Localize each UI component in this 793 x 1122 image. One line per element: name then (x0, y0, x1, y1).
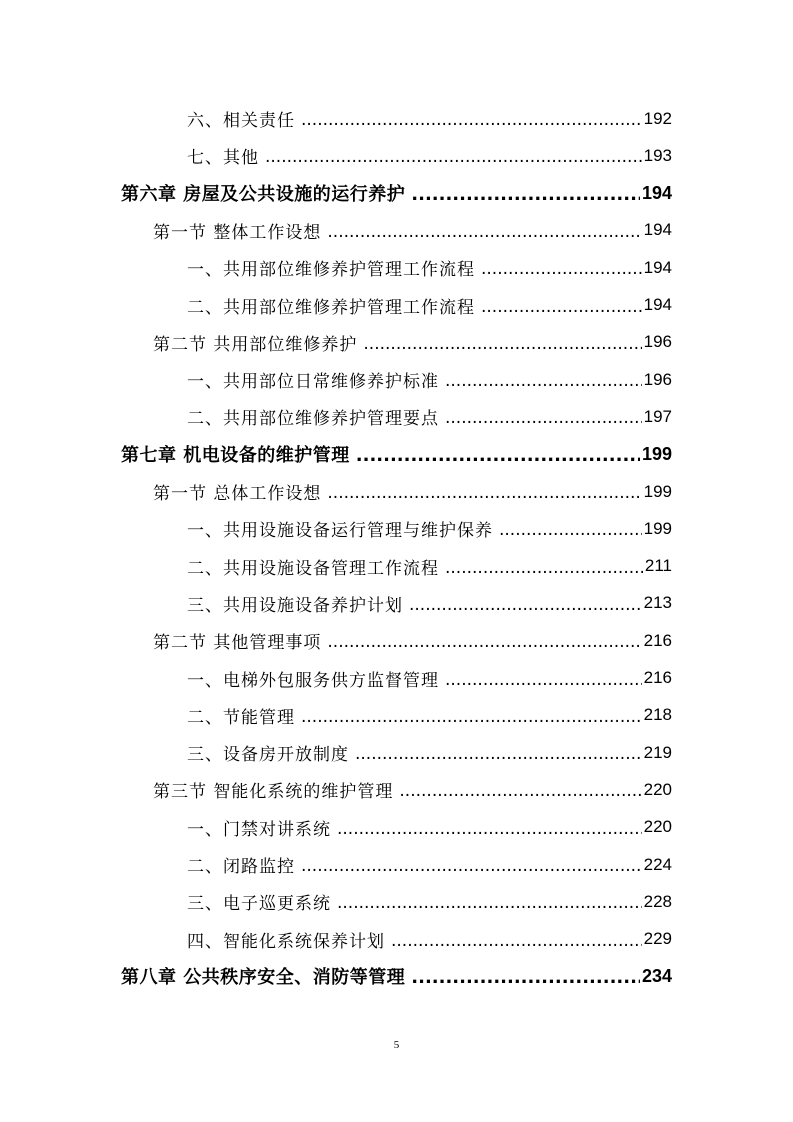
toc-leader-dots (363, 336, 641, 361)
toc-entry-title: 一、共用部位日常维修养护标准 (187, 372, 439, 393)
toc-entry[interactable] (187, 548, 672, 585)
toc-leader-dots (337, 821, 642, 846)
toc-entry[interactable] (187, 660, 672, 697)
toc-entry-title: 二、闭路监控 (187, 857, 295, 877)
toc-entry-title: 一、门禁对讲系统 (187, 819, 331, 840)
toc-entry-page: 199 (643, 481, 672, 501)
toc-leader-dots (265, 149, 642, 174)
toc-entry[interactable] (187, 883, 672, 920)
toc-leader-dots (481, 261, 642, 286)
toc-entry-page: 234 (641, 965, 672, 986)
toc-entry[interactable] (187, 361, 672, 398)
toc-entry-page: 196 (643, 369, 672, 389)
toc-entry-title: 七、其他 (187, 148, 259, 169)
toc-entry[interactable] (187, 846, 672, 883)
toc-leader-dots (327, 485, 641, 510)
toc-section-entry[interactable] (153, 771, 672, 808)
toc-leader-dots (337, 895, 642, 920)
toc-leader-dots (409, 597, 642, 622)
toc-entry-title: 一、电梯外包服务供方监督管理 (187, 670, 439, 691)
toc-entry[interactable] (187, 809, 672, 846)
toc-entry-title: 二、共用部位维修养护管理工作流程 (187, 297, 475, 318)
toc-entry[interactable] (187, 585, 672, 622)
toc-section-entry[interactable] (153, 212, 672, 249)
toc-entry-page: 220 (643, 779, 672, 799)
toc-entry-page: 194 (643, 257, 672, 277)
toc-entry-title: 二、共用部位维修养护管理要点 (187, 409, 439, 430)
toc-leader-dots (355, 746, 642, 771)
toc-entry[interactable] (187, 100, 672, 137)
toc-leader-dots (445, 560, 643, 585)
toc-entry[interactable] (187, 921, 672, 958)
toc-entry[interactable] (187, 734, 672, 771)
toc-entry-title: 第八章 公共秩序安全、消防等管理 (121, 967, 406, 989)
toc-entry-page: 193 (643, 145, 672, 165)
toc-entry-page: 192 (643, 108, 672, 128)
toc-leader-dots (445, 373, 642, 398)
toc-entry-title: 三、电子巡更系统 (187, 894, 331, 915)
toc-entry[interactable] (187, 137, 672, 174)
toc-entry-title: 三、设备房开放制度 (187, 745, 349, 766)
toc-entry-title: 第三节 智能化系统的维护管理 (153, 782, 394, 803)
toc-entry[interactable] (187, 510, 672, 547)
toc-entry-page: 218 (643, 705, 672, 725)
toc-entry-page: 216 (643, 668, 672, 687)
toc-entry-title: 一、共用设施设备运行管理与维护保养 (187, 521, 493, 542)
toc-entry-title: 第二节 其他管理事项 (153, 633, 322, 654)
toc-leader-dots (391, 933, 642, 958)
toc-entry[interactable] (187, 249, 672, 286)
toc-entry-title: 二、共用设施设备管理工作流程 (187, 558, 439, 579)
toc-entry-page: 194 (641, 182, 672, 203)
toc-entry-page: 196 (643, 332, 672, 352)
toc-entry-page: 219 (643, 742, 672, 762)
toc-entry-page: 229 (643, 929, 672, 949)
toc-entry-title: 三、共用设施设备养护计划 (187, 595, 403, 616)
toc-entry-title: 第二节 共用部位维修养护 (153, 334, 358, 355)
toc-leader-dots (445, 410, 642, 435)
toc-entry-page: 199 (641, 443, 672, 464)
toc-leader-dots (499, 522, 642, 547)
toc-leader-dots (445, 672, 642, 697)
toc-entry-title: 六、相关责任 (187, 111, 295, 131)
toc-leader-dots (481, 299, 642, 324)
page-number: 5 (393, 1039, 400, 1051)
toc-leader-dots (356, 447, 640, 473)
toc-entry[interactable] (187, 287, 672, 324)
toc-entry-title: 第一节 总体工作设想 (153, 484, 322, 504)
toc-chapter-entry[interactable] (121, 436, 672, 473)
toc-entry-page: 224 (643, 854, 672, 874)
toc-entry-page: 211 (644, 556, 672, 576)
toc-section-entry[interactable] (153, 324, 672, 361)
toc-chapter-entry[interactable] (121, 958, 672, 995)
toc-entry-title: 第六章 房屋及公共设施的运行养护 (121, 184, 406, 206)
toc-section-entry[interactable] (153, 473, 672, 510)
toc-leader-dots (301, 112, 642, 137)
toc-entry-page: 213 (643, 593, 672, 613)
toc-leader-dots (301, 709, 642, 734)
toc-entry-title: 第一节 整体工作设想 (153, 222, 322, 243)
toc-leader-dots (327, 634, 641, 659)
toc-entry-page: 194 (643, 220, 672, 240)
toc-leader-dots (411, 186, 640, 212)
toc-entry[interactable] (187, 398, 672, 435)
toc-entry-page: 197 (643, 406, 672, 426)
toc-entry-title: 一、共用部位维修养护管理工作流程 (187, 260, 475, 281)
toc-chapter-entry[interactable] (121, 175, 672, 212)
toc-leader-dots (411, 969, 640, 995)
toc-entry-page: 220 (643, 817, 672, 837)
toc-leader-dots (399, 783, 641, 808)
toc-leader-dots (327, 224, 641, 249)
toc-entry-title: 第七章 机电设备的维护管理 (121, 445, 350, 467)
toc-section-entry[interactable] (153, 622, 672, 659)
toc-entry-page: 194 (643, 295, 672, 314)
toc-entry-page: 228 (643, 891, 672, 911)
toc-leader-dots (301, 858, 642, 883)
toc-entry-title: 二、节能管理 (187, 707, 295, 728)
toc-entry-page: 199 (643, 518, 672, 538)
toc-entry-page: 216 (643, 630, 672, 650)
toc-entry-title: 四、智能化系统保养计划 (187, 931, 385, 952)
toc-entry[interactable] (187, 697, 672, 734)
